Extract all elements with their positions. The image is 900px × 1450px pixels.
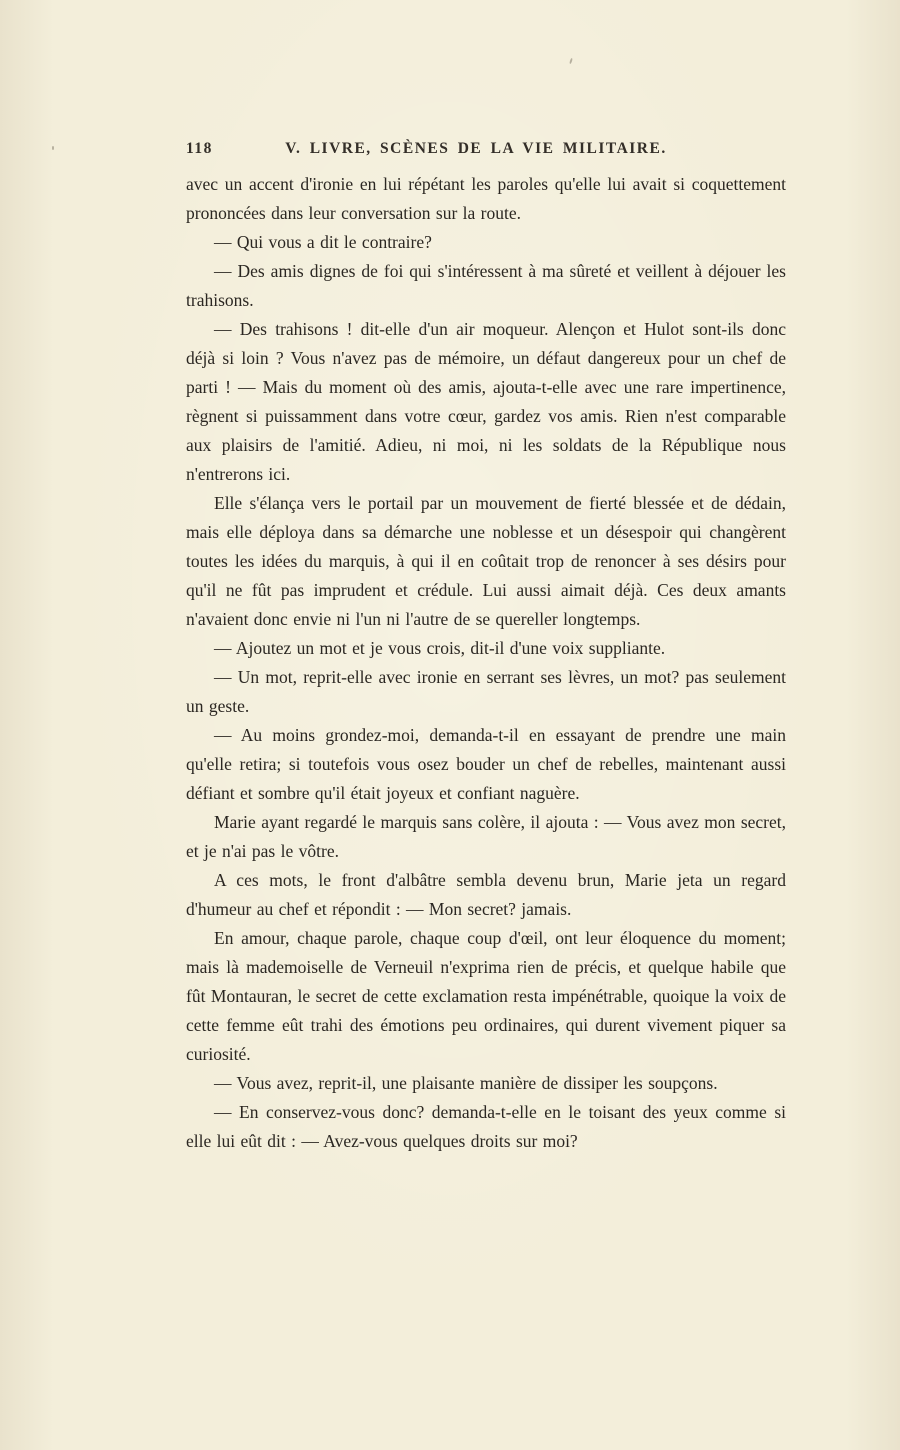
paragraph: Elle s'élança vers le portail par un mouvement de fierté blessée et de dédain, mais elle déploya dans sa démarche une noblesse et un désespoir qui changèrent toutes les idées du marquis, à qui il en coûtait trop de renoncer à ses désirs pour qu'il ne fût pas imprudent et crédule. Lui aussi aimait déjà. Ces deux amants n'avaient donc envie ni l'un ni l'autre de se quereller longtemps. (186, 493, 786, 629)
paragraph: — En conservez-vous donc? demanda-t-elle en le toisant des yeux comme si elle lui eût dit : — Avez-vous quelques droits sur moi? (186, 1102, 786, 1151)
paragraph: — Qui vous a dit le contraire? (214, 232, 432, 252)
paragraph: En amour, chaque parole, chaque coup d'œil, ont leur éloquence du moment; mais là mademoiselle de Verneuil n'exprima rien de précis, et quelque habile que fût Montauran, le secret de cette exclamation resta impénétrable, quoique la voix de cette femme eût trahi des émotions peu ordinaires, qui durent vivement piquer sa curiosité. (186, 928, 786, 1064)
paragraph: — Vous avez, reprit-il, une plaisante manière de dissiper les soupçons. (214, 1073, 718, 1093)
paper-speck (52, 146, 54, 150)
paragraph: — Des trahisons ! dit-elle d'un air moqueur. Alençon et Hulot sont-ils donc déjà si loin ? Vous n'avez pas de mémoire, un défaut dangereux pour un chef de parti ! — Mais du moment où des amis, ajouta-t-elle avec une rare impertinence, règnent si puissamment dans votre cœur, gardez vos amis. Rien n'est comparable aux plaisirs de l'amitié. Adieu, ni moi, ni les soldats de la République nous n'entrerons ici. (186, 319, 786, 484)
running-title: V. LIVRE, SCÈNES DE LA VIE MILITAIRE. (285, 140, 667, 157)
paragraph: avec un accent d'ironie en lui répétant les paroles qu'elle lui avait si coquettement prononcées dans leur conversation sur la route. (186, 174, 786, 223)
paragraph: — Ajoutez un mot et je vous crois, dit-il d'une voix suppliante. (214, 638, 666, 658)
paragraph: — Un mot, reprit-elle avec ironie en serrant ses lèvres, un mot? pas seulement un geste. (186, 667, 786, 716)
paragraph: A ces mots, le front d'albâtre sembla devenu brun, Marie jeta un regard d'humeur au chef et répondit : — Mon secret? jamais. (186, 870, 786, 919)
paragraph: — Au moins grondez-moi, demanda-t-il en essayant de prendre une main qu'elle retira; si toutefois vous osez bouder un chef de rebelles, maintenant aussi défiant et sombre qu'il était joyeux et confiant naguère. (186, 725, 786, 803)
text-block (186, 140, 786, 1156)
page-body (186, 170, 786, 1156)
paragraph: Marie ayant regardé le marquis sans colère, il ajouta : — Vous avez mon secret, et je n'ai pas le vôtre. (186, 812, 786, 861)
running-head (186, 140, 786, 170)
paper-speck (569, 58, 573, 64)
page-number: 118 (186, 140, 213, 157)
paragraph: — Des amis dignes de foi qui s'intéressent à ma sûreté et veillent à déjouer les trahisons. (186, 261, 786, 310)
